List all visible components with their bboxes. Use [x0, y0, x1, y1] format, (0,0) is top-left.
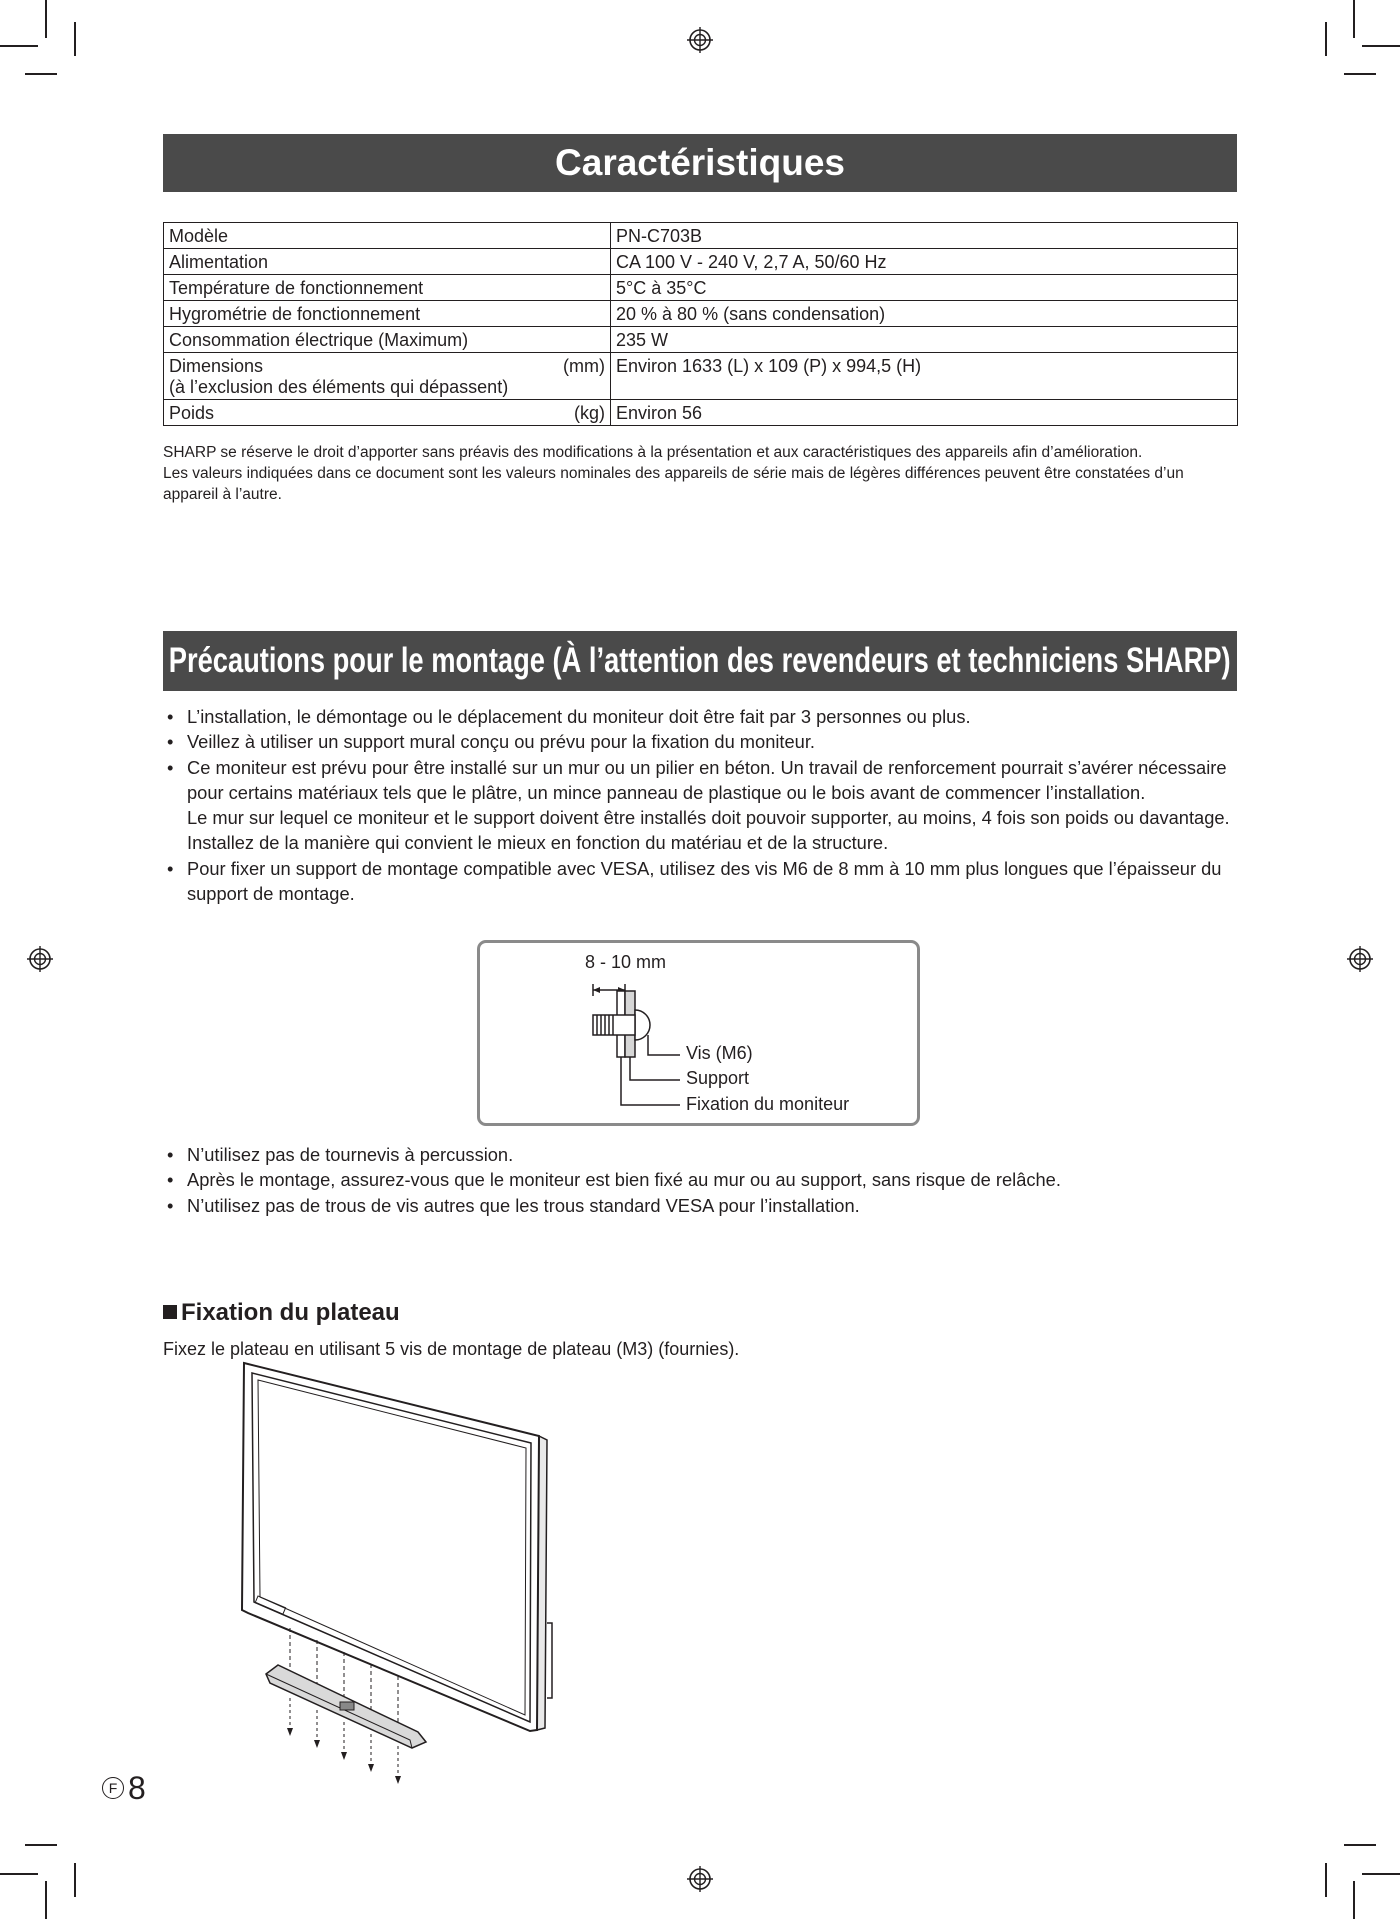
- list-item: • Veillez à utiliser un support mural conçu ou prévu pour la fixation du moniteur.: [163, 729, 1243, 754]
- registration-mark-icon: [1347, 946, 1373, 972]
- language-mark: F: [102, 1777, 124, 1799]
- list-item-text: • Ce moniteur est prévu pour être installé sur un mur ou un pilier en béton. Un travail de renforcement pourrait s’avérer nécessaire pour certains matériaux tels que le plâtre, un mince panneau de plastique ou le bois avant de commencer l’installation.: [187, 756, 1227, 803]
- spec-value: Environ 56: [611, 400, 1238, 426]
- registration-mark-icon: [27, 946, 53, 972]
- tray-text: Fixez le plateau en utilisant 5 vis de montage de plateau (M3) (fournies).: [163, 1339, 740, 1359]
- specs-title: Caractéristiques: [163, 134, 1237, 192]
- screw-diagram: [477, 940, 920, 1126]
- list-item: • L’installation, le démontage ou le déplacement du moniteur doit être fait par 3 personnes ou plus.: [163, 704, 1243, 729]
- precautions-title-text: Précautions pour le montage (À l’attention des revendeurs et techniciens SHARP): [169, 641, 1231, 680]
- crop-mark: [1353, 1881, 1355, 1919]
- crop-mark: [1362, 1873, 1400, 1875]
- table-row: [164, 249, 1238, 275]
- spec-label: Température de fonctionnement: [164, 275, 611, 301]
- specs-note: [163, 442, 1243, 505]
- spec-value: 235 W: [611, 327, 1238, 353]
- precautions-title: [163, 631, 1237, 691]
- specs-note-line: Les valeurs indiquées dans ce document sont les valeurs nominales des appareils de série mais de légères différences peuvent être constatées d’un appareil à l’autre.: [163, 465, 1184, 503]
- specs-note-line: SHARP se réserve le droit d’apporter sans préavis des modifications à la présentation et aux caractéristiques des appareils afin d’amélioration.: [163, 444, 1143, 461]
- crop-mark: [1353, 0, 1355, 38]
- list-item: • Après le montage, assurez-vous que le moniteur est bien fixé au mur ou au support, sans risque de relâche.: [163, 1167, 1243, 1192]
- spec-value: Environ 1633 (L) x 109 (P) x 994,5 (H): [611, 353, 1238, 400]
- list-item: • Pour fixer un support de montage compatible avec VESA, utilisez des vis M6 de 8 mm à 10 mm plus longues que l’épaisseur du support de montage.: [163, 856, 1243, 907]
- crop-mark: [1325, 22, 1327, 56]
- spec-label: Consommation électrique (Maximum): [164, 327, 611, 353]
- monitor-tray-illustration: [200, 1358, 560, 1788]
- page-number: [102, 1772, 146, 1804]
- spec-label: Poids: [169, 403, 215, 423]
- crop-mark: [0, 1873, 38, 1875]
- list-item: • N’utilisez pas de tournevis à percussion.: [163, 1142, 1243, 1167]
- crop-mark: [45, 0, 47, 38]
- spec-label: Modèle: [164, 223, 611, 249]
- precautions-list-bottom: [163, 1142, 1243, 1218]
- spec-label-cell: [164, 400, 611, 426]
- table-row: [164, 301, 1238, 327]
- tray-heading-text: Fixation du plateau: [181, 1299, 400, 1326]
- table-row: [164, 353, 1238, 400]
- crop-mark: [74, 22, 76, 56]
- spec-label: Hygrométrie de fonctionnement: [164, 301, 611, 327]
- crop-mark: [1344, 1844, 1376, 1846]
- spec-label-note: (à l’exclusion des éléments qui dépassent): [169, 377, 509, 397]
- square-bullet-icon: [163, 1305, 177, 1319]
- table-row: [164, 400, 1238, 426]
- table-row: [164, 223, 1238, 249]
- mount-label: Fixation du moniteur: [686, 1094, 850, 1114]
- spec-unit: (mm): [563, 356, 605, 376]
- specs-table: [163, 222, 1238, 426]
- spec-value: 5°C à 35°C: [611, 275, 1238, 301]
- spec-label: Dimensions: [169, 356, 264, 376]
- dimension-label: 8 - 10 mm: [585, 952, 667, 972]
- page-number-text: 8: [128, 1770, 146, 1806]
- crop-mark: [1325, 1863, 1327, 1897]
- bracket-label: Support: [686, 1068, 750, 1088]
- list-item-continuation: Le mur sur lequel ce moniteur et le support doivent être installés doit pouvoir supporter, au moins, 4 fois son poids ou davantage. Installez de la manière qui convient le mieux en fonction du matériau et de la structure.: [187, 807, 1230, 854]
- screw-label: Vis (M6): [686, 1043, 753, 1063]
- crop-mark: [0, 45, 38, 47]
- list-item: • N’utilisez pas de trous de vis autres que les trous standard VESA pour l’installation.: [163, 1193, 1243, 1218]
- registration-mark-icon: [687, 27, 713, 53]
- crop-mark: [25, 1844, 57, 1846]
- spec-unit: (kg): [574, 403, 605, 423]
- spec-label: Alimentation: [164, 249, 611, 275]
- crop-mark: [45, 1881, 47, 1919]
- registration-mark-icon: [687, 1866, 713, 1892]
- table-row: [164, 327, 1238, 353]
- table-row: [164, 275, 1238, 301]
- list-item: [163, 755, 1243, 856]
- crop-mark: [1344, 73, 1376, 75]
- crop-mark: [25, 73, 57, 75]
- tray-heading: [163, 1299, 400, 1327]
- crop-mark: [1362, 45, 1400, 47]
- spec-value: CA 100 V - 240 V, 2,7 A, 50/60 Hz: [611, 249, 1238, 275]
- precautions-list: [163, 704, 1243, 906]
- crop-mark: [74, 1863, 76, 1897]
- spec-value: PN-C703B: [611, 223, 1238, 249]
- spec-label-cell: [164, 353, 611, 400]
- spec-value: 20 % à 80 % (sans condensation): [611, 301, 1238, 327]
